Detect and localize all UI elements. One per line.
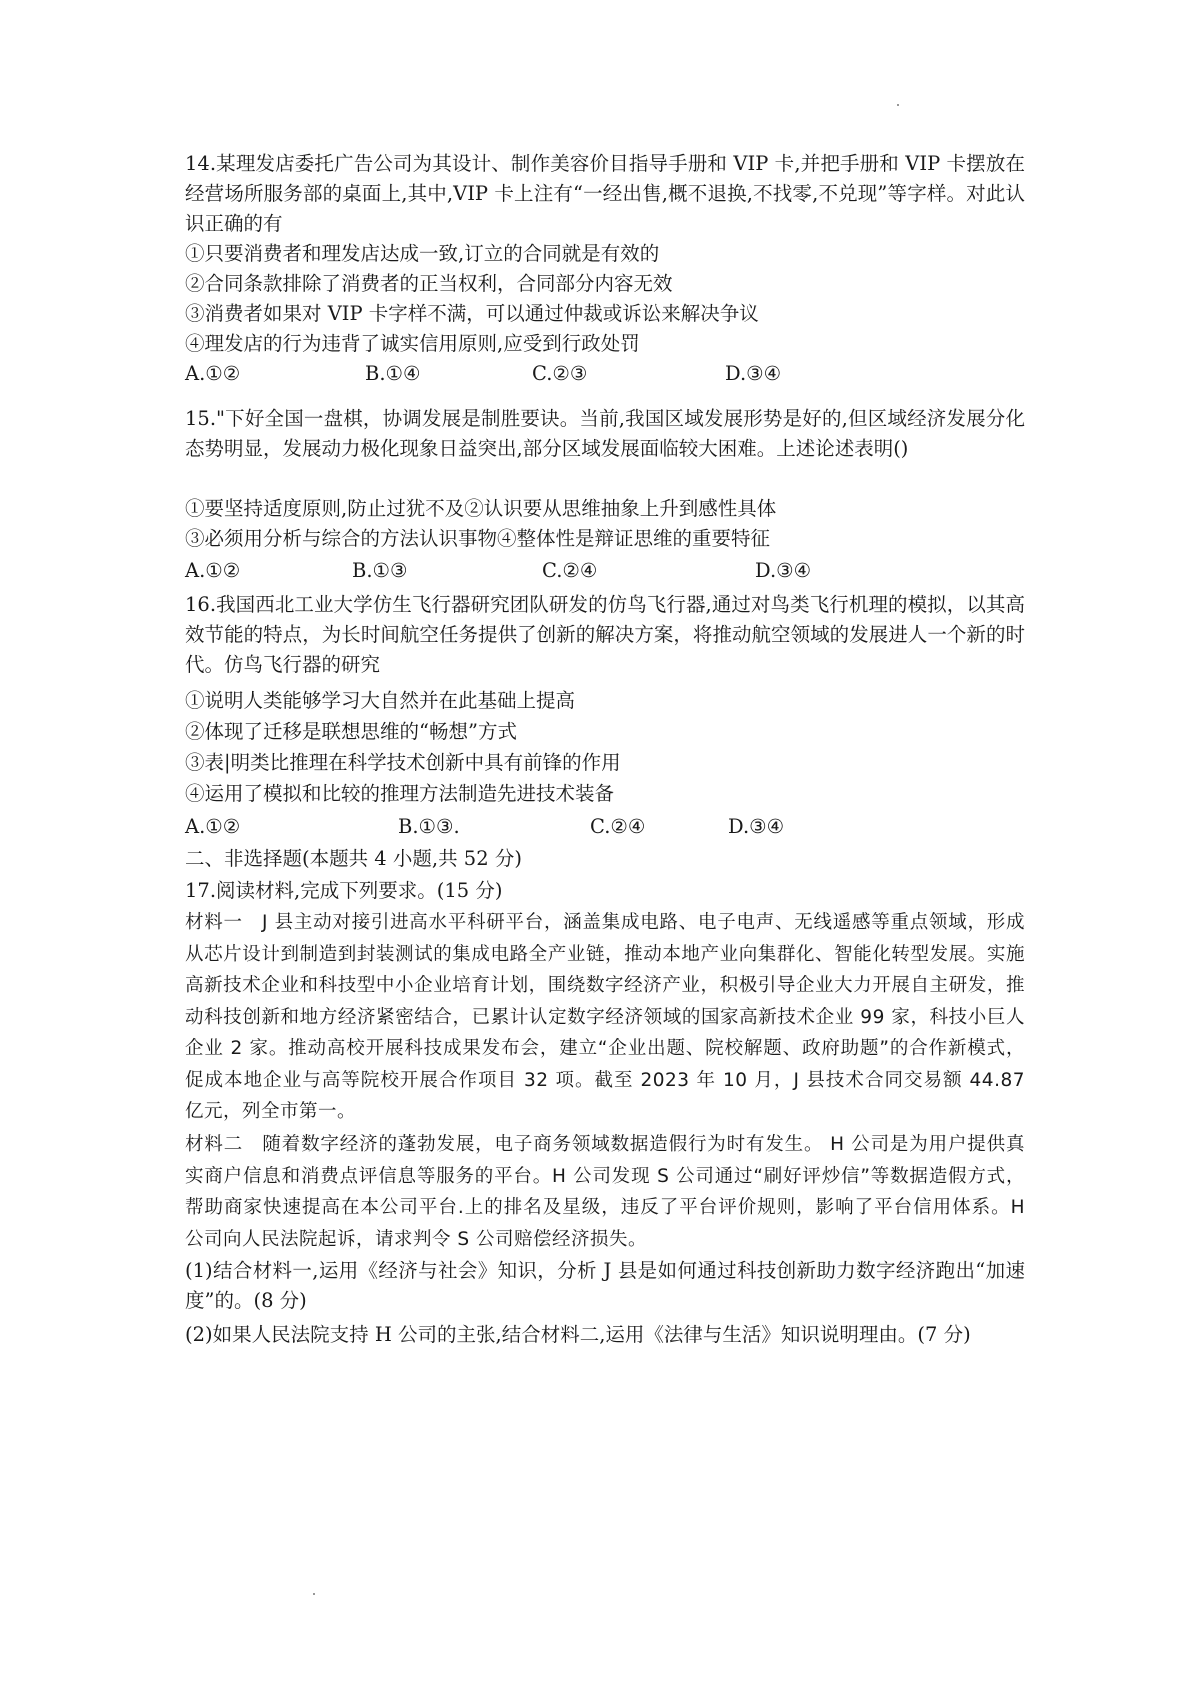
- q14-item-1: ①只要消费者和理发店达成一致,订立的合同就是有效的: [185, 242, 660, 265]
- section-heading: 二、非选择题(本题共 4 小题,共 52 分): [185, 847, 522, 870]
- q14-item-2: ②合同条款排除了消费者的正当权利，合同部分内容无效: [185, 272, 673, 295]
- q15-option-b: B.①③: [352, 559, 408, 582]
- q15-item-1: ①要坚持适度原则,防止过犹不及②认识要从思维抽象上升到感性具体: [185, 497, 777, 520]
- q16-option-d: D.③④: [728, 815, 785, 838]
- q15-option-c: C.②④: [542, 559, 598, 582]
- q16-item-3: ③表|明类比推理在科学技术创新中具有前锋的作用: [185, 751, 621, 774]
- q14-option-d: D.③④: [725, 362, 782, 385]
- q16-option-b: B.①③.: [398, 815, 460, 838]
- q16-item-2: ②体现了迁移是联想思维的“畅想”方式: [185, 720, 517, 743]
- q17-title: 17.阅读材料,完成下列要求。(15 分): [185, 879, 503, 902]
- q17-sub-question-1: (1)结合材料一,运用《经济与社会》知识，分析 J 县是如何通过科技创新助力数字经济跑出“加速度”的。(8 分): [185, 1259, 1025, 1312]
- q17-sub-question-2: (2)如果人民法院支持 H 公司的主张,结合材料二,运用《法律与生活》知识说明理由。(7 分): [185, 1323, 971, 1346]
- q14-option-b: B.①④: [365, 362, 421, 385]
- q15-stem: 15."下好全国一盘棋，协调发展是制胜要诀。当前,我国区域发展形势是好的,但区域经济发展分化态势明显，发展动力极化现象日益突出,部分区域发展面临较大困难。上述论述表明(): [185, 407, 1025, 460]
- q15-item-2: ③必须用分析与综合的方法认识事物④整体性是辩证思维的重要特征: [185, 527, 771, 550]
- q16-item-1: ①说明人类能够学习大自然并在此基础上提高: [185, 689, 576, 712]
- q16-item-4: ④运用了模拟和比较的推理方法制造先进技术装备: [185, 782, 615, 805]
- q17-material-1: 材料一 J 县主动对接引进高水平科研平台，涵盖集成电路、电子电声、无线遥感等重点领域，形成从芯片设计到制造到封装测试的集成电路全产业链，推动本地产业向集群化、智能化转型发展。实施高新技术企业和科技型中小企业培育计划，围绕数字经济产业，积极引导企业大力开展自主研发，推动科技创新和地方经济紧密结合，已累计认定数字经济领域的国家高新技术企业 99 家，科技小巨人企业 2 家。推动高校开展科技成果发布会，建立“企业出题、院校解题、政府助题”的合作新模式，促成本地企业与高等院校开展合作项目 32 项。截至 2023 年 10 月，J 县技术合同交易额 44.87 亿元，列全市第一。: [185, 912, 1025, 1122]
- q16-stem: 16.我国西北工业大学仿生飞行器研究团队研发的仿鸟飞行器,通过对鸟类飞行机理的模拟，以其高效节能的特点，为长时间航空任务提供了创新的解决方案，将推动航空领域的发展进人一个新的时代。仿鸟飞行器的研究: [185, 593, 1025, 676]
- scan-speck: [897, 104, 899, 106]
- q16-option-a: A.①②: [185, 815, 241, 838]
- scan-speck: [313, 1593, 315, 1595]
- q17-material-2: 材料二 随着数字经济的蓬勃发展，电子商务领域数据造假行为时有发生。 H 公司是为用户提供真实商户信息和消费点评信息等服务的平台。H 公司发现 S 公司通过“刷好评炒信”等数据造假方式，帮助商家快速提高在本公司平台.上的排名及星级，违反了平台评价规则，影响了平台信用体系。H 公司向人民法院起诉，请求判令 S 公司赔偿经济损失。: [185, 1134, 1025, 1250]
- q14-item-4: ④理发店的行为违背了诚实信用原则,应受到行政处罚: [185, 332, 640, 355]
- q14-option-c: C.②③: [532, 362, 588, 385]
- q14-stem: 14.某理发店委托广告公司为其设计、制作美容价目指导手册和 VIP 卡,并把手册和 VIP 卡摆放在经营场所服务部的桌面上,其中,VIP 卡上注有“一经出售,概不退换,不找零,不兑现”等字样。对此认识正确的有: [185, 152, 1025, 235]
- q16-option-c: C.②④: [590, 815, 646, 838]
- q15-option-d: D.③④: [755, 559, 812, 582]
- q15-option-a: A.①②: [185, 559, 241, 582]
- q14-option-a: A.①②: [185, 362, 241, 385]
- q14-item-3: ③消费者如果对 VIP 卡字样不满，可以通过仲裁或诉讼来解决争议: [185, 302, 759, 325]
